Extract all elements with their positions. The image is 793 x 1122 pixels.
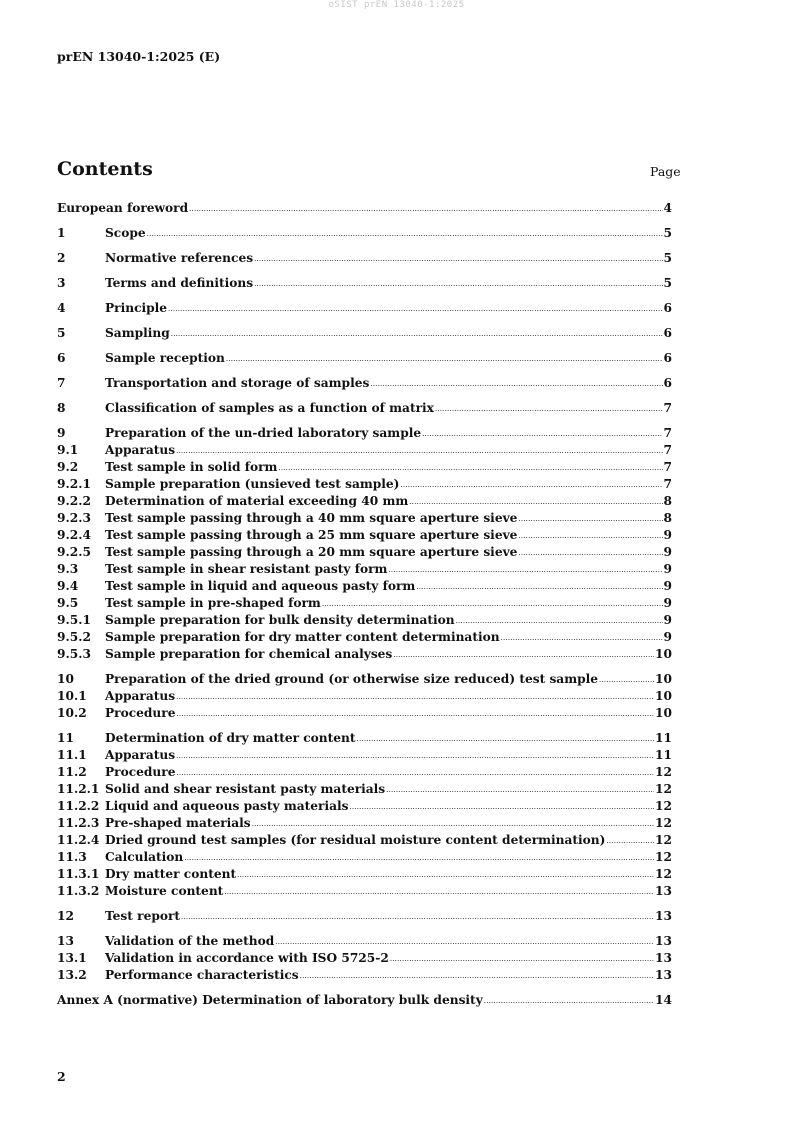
toc-entry[interactable] [57,226,672,243]
toc-leader-dots [176,752,654,760]
toc-leader-dots [484,997,654,1005]
toc-leader-dots [599,676,654,684]
toc-entry-number: 12 [57,909,74,923]
toc-leader-dots [400,481,662,489]
toc-entry[interactable] [57,951,672,968]
toc-entry-title: Determination of material exceeding 40 mm [105,494,409,508]
toc-entry-page: 12 [655,816,672,830]
toc-entry[interactable] [57,689,672,706]
toc-leader-dots [393,651,654,659]
toc-entry[interactable] [57,579,672,596]
toc-entry-number: 10.2 [57,706,87,720]
toc-entry-page: 13 [655,884,672,898]
toc-entry-title: Terms and definitions [105,276,254,290]
toc-entry-title: Pre-shaped materials [105,816,251,830]
toc-entry-number: 11.1 [57,748,87,762]
toc-entry[interactable] [57,528,672,545]
toc-leader-dots [168,305,662,313]
toc-entry[interactable] [57,511,672,528]
toc-entry[interactable] [57,251,672,268]
toc-leader-dots [176,710,654,718]
toc-leader-dots [422,430,662,438]
toc-entry-number: 9.2.5 [57,545,91,559]
toc-entry-title: Sample reception [105,351,225,365]
toc-leader-dots [388,566,662,574]
table-of-contents [57,201,672,1010]
toc-entry-page: 11 [655,748,672,762]
toc-entry[interactable] [57,562,672,579]
toc-entry-number: 9.1 [57,443,79,457]
toc-entry-title: Test sample in liquid and aqueous pasty form [105,579,416,593]
toc-entry-number: 4 [57,301,66,315]
toc-entry-title: Procedure [105,706,176,720]
toc-entry[interactable] [57,494,672,511]
toc-entry-number: 9.5 [57,596,79,610]
toc-entry-number: 9.4 [57,579,79,593]
toc-leader-dots [254,280,662,288]
toc-leader-dots [181,913,654,921]
toc-entry-number: 11.2.1 [57,782,100,796]
toc-entry[interactable] [57,401,672,418]
toc-leader-dots [518,532,662,540]
toc-entry-number: 10.1 [57,689,87,703]
toc-entry-title: Scope [105,226,146,240]
toc-entry-page: 9 [663,630,672,644]
toc-entry-number: 13 [57,934,74,948]
toc-entry-title: Annex A (normative) Determination of laboratory bulk density [57,993,483,1007]
toc-entry-page: 12 [655,867,672,881]
toc-leader-dots [456,617,663,625]
toc-entry-page: 8 [663,511,672,525]
toc-entry-title: Test sample passing through a 20 mm square aperture sieve [105,545,518,559]
toc-entry-title: Liquid and aqueous pasty materials [105,799,349,813]
toc-entry-title: Moisture content [105,884,224,898]
toc-entry-title: Apparatus [105,748,176,762]
toc-leader-dots [370,380,662,388]
toc-leader-dots [322,600,663,608]
toc-entry[interactable] [57,351,672,368]
toc-entry[interactable] [57,460,672,477]
toc-entry-number: 11.3.2 [57,884,100,898]
toc-entry-title: Sample preparation for chemical analyses [105,647,393,661]
toc-entry[interactable] [57,276,672,293]
toc-entry-page: 13 [655,934,672,948]
toc-entry-page: 5 [663,251,672,265]
toc-entry-page: 6 [663,351,672,365]
toc-entry-page: 9 [663,596,672,610]
toc-entry-page: 7 [663,401,672,415]
toc-entry-number: 3 [57,276,66,290]
toc-entry-page: 10 [655,647,672,661]
toc-entry-number: 9.5.2 [57,630,91,644]
toc-entry-title: Preparation of the un-dried laboratory sample [105,426,422,440]
toc-entry-number: 9.3 [57,562,79,576]
toc-entry-title: Sample preparation for dry matter content determination [105,630,500,644]
toc-entry-page: 7 [663,426,672,440]
toc-entry-page: 7 [663,460,672,474]
toc-leader-dots [176,693,654,701]
toc-entry-page: 7 [663,477,672,491]
toc-entry-number: 2 [57,251,66,265]
toc-entry[interactable] [57,765,672,782]
toc-entry-number: 11.2.3 [57,816,100,830]
toc-entry-title: Determination of dry matter content [105,731,356,745]
toc-entry[interactable] [57,672,672,689]
toc-entry-number: 10 [57,672,74,686]
toc-leader-dots [518,549,662,557]
toc-entry[interactable] [57,867,672,884]
toc-entry-number: 11.3 [57,850,87,864]
toc-entry[interactable] [57,326,672,343]
toc-leader-dots [189,205,662,213]
toc-leader-dots [224,888,654,896]
toc-entry-number: 8 [57,401,66,415]
toc-entry-title: Solid and shear resistant pasty materials [105,782,386,796]
toc-entry[interactable] [57,201,672,218]
toc-entry-title: Calculation [105,850,184,864]
toc-entry[interactable] [57,993,672,1010]
toc-entry[interactable] [57,968,672,985]
toc-leader-dots [254,255,662,263]
toc-entry-page: 12 [655,765,672,779]
toc-entry-title: Normative references [105,251,254,265]
toc-entry-number: 11.2.4 [57,833,100,847]
toc-entry-page: 4 [663,201,672,215]
toc-entry-page: 10 [655,689,672,703]
toc-entry[interactable] [57,909,672,926]
toc-entry-number: 9.2.2 [57,494,91,508]
toc-entry-number: 7 [57,376,66,390]
document-id: prEN 13040-1:2025 (E) [57,49,221,64]
toc-entry-title: Apparatus [105,443,176,457]
toc-entry[interactable] [57,426,672,443]
toc-entry[interactable] [57,613,672,630]
toc-entry-number: 6 [57,351,66,365]
toc-entry-page: 13 [655,909,672,923]
toc-entry-page: 10 [655,672,672,686]
toc-entry-title: Procedure [105,765,176,779]
toc-entry-page: 6 [663,326,672,340]
toc-entry-number: 11.2.2 [57,799,100,813]
toc-entry-number: 1 [57,226,66,240]
toc-entry-number: 9.5.1 [57,613,91,627]
toc-leader-dots [606,837,654,845]
toc-entry-page: 5 [663,226,672,240]
toc-entry-page: 11 [655,731,672,745]
toc-entry-number: 11.3.1 [57,867,100,881]
toc-entry-page: 13 [655,968,672,982]
toc-entry[interactable] [57,850,672,867]
toc-entry-title: Test sample in pre-shaped form [105,596,321,610]
toc-entry-title: Apparatus [105,689,176,703]
toc-leader-dots [501,634,663,642]
toc-entry[interactable] [57,596,672,613]
toc-entry-page: 14 [655,993,672,1007]
toc-entry[interactable] [57,934,672,951]
toc-entry-title: European foreword [57,201,189,215]
toc-leader-dots [390,955,654,963]
toc-leader-dots [147,230,663,238]
toc-entry-page: 12 [655,850,672,864]
toc-entry[interactable] [57,816,672,833]
toc-entry-title: Transportation and storage of samples [105,376,370,390]
toc-entry-page: 10 [655,706,672,720]
page-number: 2 [57,1069,66,1084]
toc-entry[interactable] [57,647,672,664]
toc-entry[interactable] [57,545,672,562]
toc-entry-title: Test sample passing through a 40 mm square aperture sieve [105,511,518,525]
toc-entry-title: Classification of samples as a function of matrix [105,401,434,415]
toc-leader-dots [416,583,662,591]
toc-entry-title: Test report [105,909,181,923]
toc-entry-title: Performance characteristics [105,968,299,982]
toc-entry[interactable] [57,833,672,850]
toc-entry[interactable] [57,443,672,460]
toc-entry-page: 9 [663,528,672,542]
toc-leader-dots [226,355,663,363]
toc-leader-dots [386,786,654,794]
toc-entry-title: Test sample in solid form [105,460,278,474]
toc-entry-page: 12 [655,833,672,847]
toc-entry[interactable] [57,376,672,393]
toc-entry-title: Validation in accordance with ISO 5725-2 [105,951,389,965]
toc-entry[interactable] [57,630,672,647]
toc-entry-page: 5 [663,276,672,290]
toc-leader-dots [409,498,662,506]
toc-entry-title: Preparation of the dried ground (or otherwise size reduced) test sample [105,672,599,686]
toc-leader-dots [275,938,654,946]
toc-leader-dots [349,803,654,811]
toc-entry-number: 9 [57,426,66,440]
toc-entry-title: Validation of the method [105,934,275,948]
toc-entry-title: Dry matter content [105,867,237,881]
toc-entry-title: Test sample passing through a 25 mm square aperture sieve [105,528,518,542]
contents-heading: Contents [57,158,153,180]
toc-entry-page: 6 [663,301,672,315]
toc-entry-page: 7 [663,443,672,457]
toc-entry-title: Sampling [105,326,170,340]
toc-leader-dots [278,464,662,472]
toc-leader-dots [252,820,654,828]
toc-leader-dots [435,405,663,413]
toc-entry-title: Sample preparation (unsieved test sample) [105,477,400,491]
toc-leader-dots [176,447,662,455]
toc-entry[interactable] [57,748,672,765]
toc-entry-title: Dried ground test samples (for residual moisture content determination) [105,833,606,847]
toc-entry-page: 9 [663,562,672,576]
toc-entry-number: 9.2.4 [57,528,91,542]
toc-entry[interactable] [57,706,672,723]
toc-entry-number: 13.1 [57,951,87,965]
toc-entry-number: 5 [57,326,66,340]
toc-entry-number: 11.2 [57,765,87,779]
toc-entry-number: 9.5.3 [57,647,91,661]
toc-entry[interactable] [57,799,672,816]
page-column-label: Page [650,164,681,179]
toc-entry[interactable] [57,731,672,748]
toc-entry-number: 9.2.1 [57,477,91,491]
toc-entry-title: Test sample in shear resistant pasty form [105,562,388,576]
toc-entry[interactable] [57,884,672,901]
watermark: oSIST prEN 13040-1:2025 [328,0,465,10]
toc-entry-page: 9 [663,545,672,559]
toc-entry-page: 9 [663,613,672,627]
toc-leader-dots [237,871,654,879]
toc-leader-dots [300,972,654,980]
toc-entry-number: 13.2 [57,968,87,982]
toc-entry[interactable] [57,782,672,799]
toc-entry-page: 12 [655,782,672,796]
toc-leader-dots [176,769,654,777]
toc-entry-page: 12 [655,799,672,813]
toc-entry-title: Principle [105,301,168,315]
toc-leader-dots [184,854,654,862]
toc-entry-number: 9.2 [57,460,79,474]
toc-entry[interactable] [57,477,672,494]
toc-entry-title: Sample preparation for bulk density determination [105,613,455,627]
toc-entry-page: 8 [663,494,672,508]
toc-entry-page: 9 [663,579,672,593]
toc-entry[interactable] [57,301,672,318]
toc-leader-dots [357,735,654,743]
toc-entry-page: 13 [655,951,672,965]
toc-entry-number: 11 [57,731,74,745]
toc-leader-dots [171,330,663,338]
toc-entry-number: 9.2.3 [57,511,91,525]
toc-leader-dots [518,515,662,523]
toc-entry-page: 6 [663,376,672,390]
